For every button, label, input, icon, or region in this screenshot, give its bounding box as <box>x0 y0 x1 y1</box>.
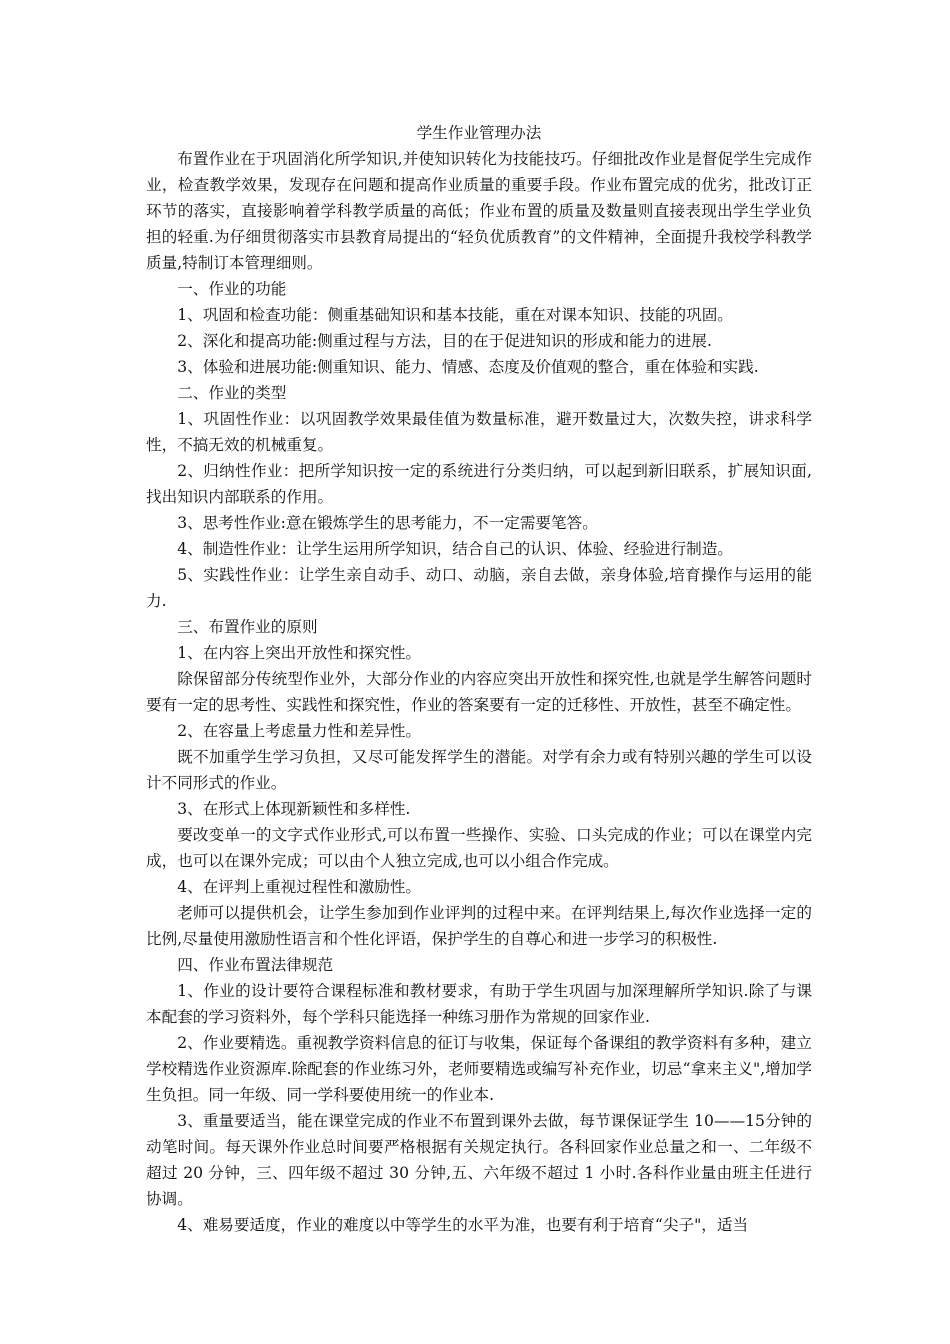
body-paragraph: 1、在内容上突出开放性和探究性。 <box>177 644 422 662</box>
body-paragraph: 3、思考性作业:意在锻炼学生的思考能力，不一定需要笔答。 <box>177 514 598 532</box>
body-paragraph: 2、在容量上考虑量力性和差异性。 <box>177 722 422 740</box>
body-paragraph: 5、实践性作业：让学生亲自动手、动口、动脑，亲自去做，亲身体验,培育操作与运用的能力. <box>146 566 812 610</box>
section-heading: 二、作业的类型 <box>177 384 287 402</box>
body-paragraph: 要改变单一的文字式作业形式,可以布置一些操作、实验、口头完成的作业；可以在课堂内完成，也可以在课外完成；可以由个人独立完成,也可以小组合作完成。 <box>146 826 812 870</box>
body-paragraph: 3、在形式上体现新颖性和多样性. <box>177 800 411 818</box>
document-title: 学生作业管理办法 <box>416 124 542 142</box>
body-paragraph: 老师可以提供机会，让学生参加到作业评判的过程中来。在评判结果上,每次作业选择一定的比例,尽量使用激励性语言和个性化评语，保护学生的自尊心和进一步学习的积极性. <box>146 904 812 948</box>
body-paragraph: 1、巩固和检查功能：侧重基础知识和基本技能，重在对课本知识、技能的巩固。 <box>177 306 733 324</box>
body-paragraph: 1、巩固性作业：以巩固教学效果最佳值为数量标准，避开数量过大，次数失控，讲求科学性，不搞无效的机械重复。 <box>146 410 812 454</box>
body-paragraph: 2、归纳性作业：把所学知识按一定的系统进行分类归纳，可以起到新旧联系，扩展知识面,找出知识内部联系的作用。 <box>146 462 812 506</box>
document-body <box>146 146 812 1238</box>
body-paragraph: 3、重量要适当，能在课堂完成的作业不布置到课外去做，每节课保证学生 10——15分钟的动笔时间。每天课外作业总时间要严格根据有关规定执行。各科回家作业总量之和一、二年级不超过 20 分钟，三、四年级不超过 30 分钟,五、六年级不超过 1 小时.各科作业量由班主任进行协调。 <box>146 1112 812 1208</box>
body-paragraph: 2、深化和提高功能:侧重过程与方法，目的在于促进知识的形成和能力的进展. <box>177 332 712 350</box>
body-paragraph: 3、体验和进展功能:侧重知识、能力、情感、态度及价值观的整合，重在体验和实践. <box>177 358 759 376</box>
body-paragraph: 4、难易要适度，作业的难度以中等学生的水平为准，也要有利于培育“尖子"，适当 <box>177 1216 749 1234</box>
document-page <box>146 120 812 1238</box>
body-paragraph: 4、在评判上重视过程性和激励性。 <box>177 878 422 896</box>
body-paragraph: 4、制造性作业：让学生运用所学知识，结合自己的认识、体验、经验进行制造。 <box>177 540 733 558</box>
body-paragraph: 1、作业的设计要符合课程标准和教材要求，有助于学生巩固与加深理解所学知识.除了与课本配套的学习资料外，每个学科只能选择一种练习册作为常规的回家作业. <box>146 982 812 1026</box>
section-heading: 一、作业的功能 <box>177 280 287 298</box>
body-paragraph: 2、作业要精选。重视教学资料信息的征订与收集，保证每个备课组的教学资料有多种，建立学校精选作业资源库.除配套的作业练习外，老师要精选或编写补充作业，切忌“拿来主义",增加学生负担。同一年级、同一学科要使用统一的作业本. <box>146 1034 812 1104</box>
body-paragraph: 除保留部分传统型作业外，大部分作业的内容应突出开放性和探究性,也就是学生解答问题时要有一定的思考性、实践性和探究性，作业的答案要有一定的迁移性、开放性，甚至不确定性。 <box>146 670 812 714</box>
body-paragraph: 既不加重学生学习负担，又尽可能发挥学生的潜能。对学有余力或有特别兴趣的学生可以设计不同形式的作业。 <box>146 748 812 792</box>
section-heading: 三、布置作业的原则 <box>177 618 318 636</box>
body-paragraph: 布置作业在于巩固消化所学知识,并使知识转化为技能技巧。仔细批改作业是督促学生完成作业，检查教学效果，发现存在问题和提高作业质量的重要手段。作业布置完成的优劣，批改订正环节的落实，直接影响着学科教学质量的高低；作业布置的质量及数量则直接表现出学生学业负担的轻重.为仔细贯彻落实市县教育局提出的“轻负优质教育”的文件精神，全面提升我校学科教学质量,特制订本管理细则。 <box>146 150 812 272</box>
section-heading: 四、作业布置法律规范 <box>177 956 334 974</box>
